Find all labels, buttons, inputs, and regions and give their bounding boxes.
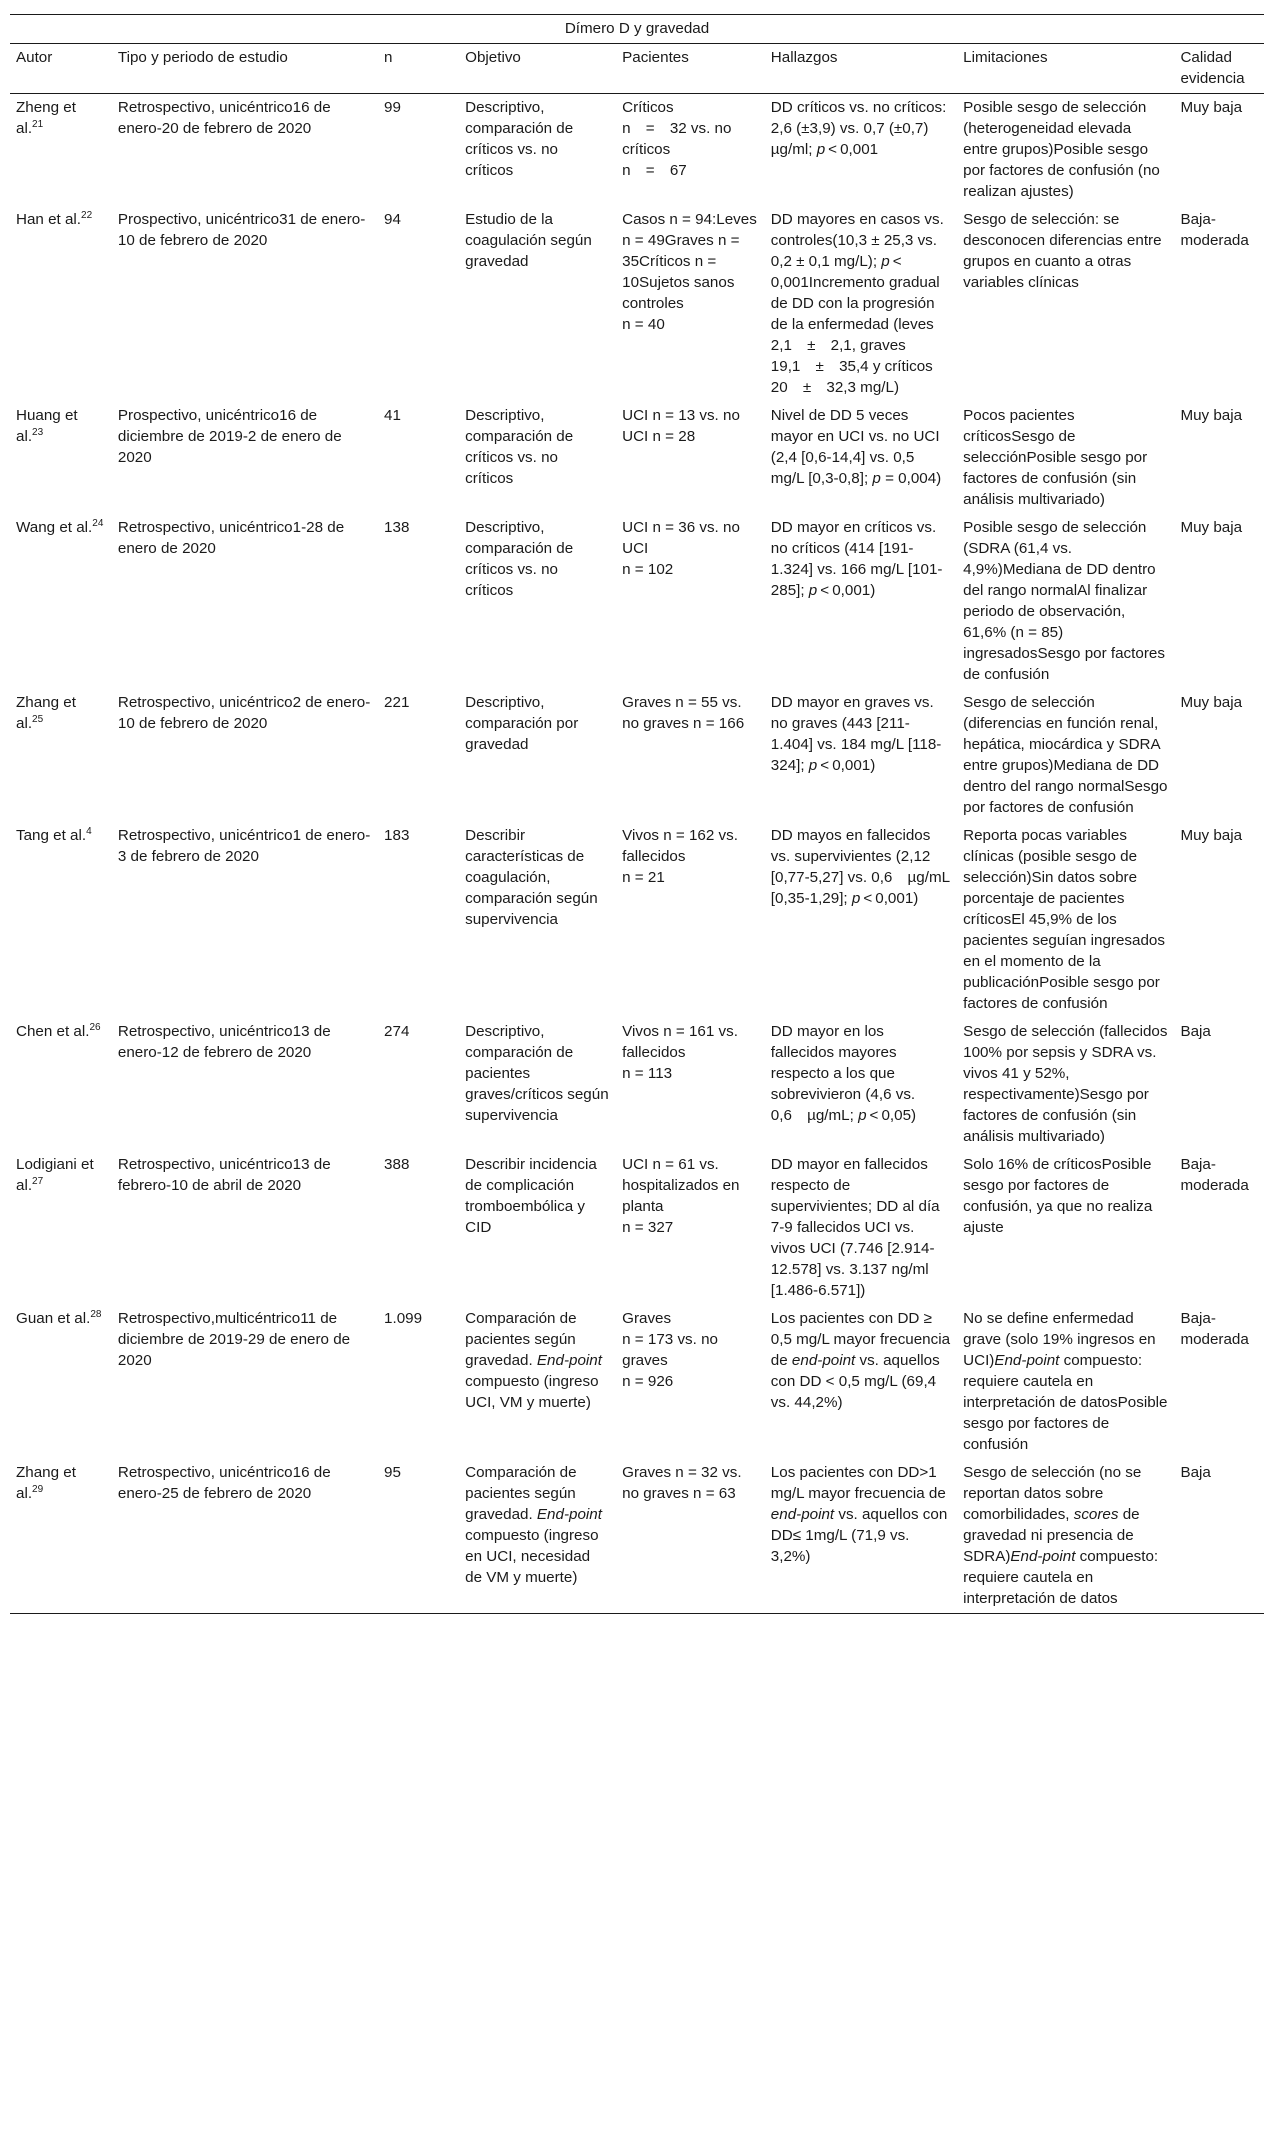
cell-hallazgos: DD críticos vs. no críticos: 2,6 (±3,9) vs. 0,7 (±0,7) µg/ml; p < 0,001 bbox=[770, 99, 947, 158]
cell-autor: Wang et al.$^{24}$ bbox=[16, 517, 104, 536]
col-autor-header: Autor bbox=[10, 44, 112, 94]
cell-line: UCI n = 13 vs. no UCI n = 28 bbox=[622, 407, 740, 445]
cell-objetivo: Estudio de la coagulación según gravedad bbox=[465, 211, 592, 270]
cell-calidad: Baja bbox=[1174, 1459, 1264, 1614]
reference-number: 26 bbox=[89, 1021, 101, 1033]
cell-n: 41 bbox=[384, 407, 401, 424]
cell-line: n = 173 vs. no graves bbox=[622, 1331, 718, 1369]
cell-line: UCI n = 61 vs. hospitalizados en planta bbox=[622, 1156, 740, 1215]
col-hallazgos-header: Hallazgos bbox=[765, 44, 957, 94]
cell-tipo: Retrospectivo, unicéntrico16 de enero-25 de febrero de 2020 bbox=[112, 1459, 378, 1614]
cell-limitaciones: Sesgo de selección (fallecidos 100% por sepsis y SDRA vs. vivos 41 y 52%, respectivamente)Sesgo por factores de confusión (sin análisis multivariado) bbox=[963, 1023, 1168, 1145]
cell-line: Graves n = 32 vs. no graves n = 63 bbox=[622, 1464, 742, 1502]
cell-objetivo: Descriptivo, comparación de pacientes graves/críticos según supervivencia bbox=[465, 1023, 609, 1124]
reference-number: 29 bbox=[32, 1483, 44, 1495]
table-row bbox=[10, 1305, 1264, 1459]
col-pacientes-header: Pacientes bbox=[616, 44, 765, 94]
cell-line: n = 327 bbox=[622, 1219, 674, 1236]
cell-line: n = 21 bbox=[622, 869, 665, 886]
cell-objetivo: Describir características de coagulación, comparación según supervivencia bbox=[465, 827, 598, 928]
cell-line: n = 113 bbox=[622, 1065, 673, 1082]
cell-hallazgos: Los pacientes con DD ≥ 0,5 mg/L mayor frecuencia de end-point vs. aquellos con DD < 0,5 mg/L (69,4 vs. 44,2%) bbox=[770, 1310, 951, 1411]
cell-hallazgos: Nivel de DD 5 veces mayor en UCI vs. no UCI (2,4 [0,6-14,4] vs. 0,5 mg/L [0,3-0,8]; p = 0,004) bbox=[770, 407, 942, 487]
cell-pacientes bbox=[616, 1151, 765, 1305]
cell-pacientes bbox=[616, 1018, 765, 1151]
cell-hallazgos: DD mayos en fallecidos vs. supervivientes (2,12 [0,77-5,27] vs. 0,6 µg/mL [0,35-1,29]; p < 0,001) bbox=[770, 827, 950, 907]
col-n-header: n bbox=[378, 44, 459, 94]
reference-number: 22 bbox=[81, 209, 93, 221]
cell-tipo: Prospectivo, unicéntrico16 de diciembre de 2019-2 de enero de 2020 bbox=[117, 407, 342, 466]
cell-limitaciones: Sesgo de selección (no se reportan datos sobre comorbilidades, scores de gravedad ni presencia de SDRA)End-point compuesto: requiere cautela en interpretación de datos bbox=[957, 1459, 1174, 1614]
cell-line: UCI n = 36 vs. no UCI bbox=[622, 519, 740, 557]
cell-n: 183 bbox=[384, 827, 410, 844]
cell-objetivo: Comparación de pacientes según gravedad. End-point compuesto (ingreso UCI, VM y muerte) bbox=[465, 1310, 602, 1411]
cell-autor: Zheng et al.$^{21}$ bbox=[16, 99, 76, 137]
table-row bbox=[10, 689, 1264, 822]
cell-calidad: Baja-moderada bbox=[1180, 211, 1249, 249]
cell-objetivo: Descriptivo, comparación de críticos vs. no críticos bbox=[465, 519, 574, 599]
cell-hallazgos: DD mayores en casos vs. controles(10,3 ± 25,3 vs. 0,2 ± 0,1 mg/L); p < 0,001Incremento gradual de DD con la progresión de la enfermedad (leves 2,1 ± 2,1, graves 19,1 ± 35,4 y críticos 20 ± 32,3 mg/L) bbox=[770, 211, 944, 396]
reference-number: 28 bbox=[90, 1308, 102, 1320]
cell-tipo: Retrospectivo, unicéntrico13 de enero-12 de febrero de 2020 bbox=[117, 1023, 331, 1061]
cell-pacientes bbox=[616, 689, 765, 822]
dimero-d-table bbox=[10, 14, 1264, 1614]
cell-tipo: Prospectivo, unicéntrico31 de enero-10 de febrero de 2020 bbox=[117, 211, 366, 249]
cell-tipo: Retrospectivo,multicéntrico11 de diciembre de 2019-29 de enero de 2020 bbox=[117, 1310, 351, 1369]
cell-tipo: Retrospectivo, unicéntrico16 de enero-20 de febrero de 2020 bbox=[117, 99, 331, 137]
col-tipo-header: Tipo y periodo de estudio bbox=[112, 44, 378, 94]
cell-hallazgos: Los pacientes con DD>1 mg/L mayor frecuencia de end-point vs. aquellos con DD≤ 1mg/L (71,9 vs. 3,2%) bbox=[765, 1459, 957, 1614]
cell-line: n = 40 bbox=[622, 316, 665, 333]
cell-n: 388 bbox=[384, 1156, 410, 1173]
cell-hallazgos: DD mayor en fallecidos respecto de supervivientes; DD al día 7-9 fallecidos UCI vs. vivos UCI (7.746 [2.914-12.578] vs. 3.137 ng/ml [1.486-6.571]) bbox=[770, 1156, 940, 1299]
cell-line: Casos n = 94:Leves n = 49Graves n = 35Críticos n = 10Sujetos sanos controles bbox=[622, 211, 757, 312]
cell-calidad: Muy baja bbox=[1180, 99, 1243, 116]
cell-calidad: Muy baja bbox=[1180, 519, 1243, 536]
cell-pacientes bbox=[616, 514, 765, 689]
cell-limitaciones: Posible sesgo de selección (heterogeneidad elevada entre grupos)Posible sesgo por factores de confusión (no realizan ajustes) bbox=[963, 99, 1160, 200]
cell-line: Vivos n = 162 vs. fallecidos bbox=[622, 827, 738, 865]
cell-tipo: Retrospectivo, unicéntrico1 de enero-3 de febrero de 2020 bbox=[117, 827, 371, 865]
reference-number: 4 bbox=[86, 825, 92, 837]
cell-line: n = 67 bbox=[622, 162, 687, 179]
col-calidad-header: Calidad evidencia bbox=[1174, 44, 1264, 94]
cell-pacientes bbox=[616, 94, 765, 207]
reference-number: 27 bbox=[32, 1175, 44, 1187]
cell-n: 99 bbox=[384, 99, 401, 116]
cell-hallazgos: DD mayor en los fallecidos mayores respecto a los que sobrevivieron (4,6 vs. 0,6 µg/mL; p < 0,05) bbox=[770, 1023, 917, 1124]
cell-tipo: Retrospectivo, unicéntrico2 de enero-10 de febrero de 2020 bbox=[117, 694, 371, 732]
cell-n: 274 bbox=[384, 1023, 410, 1040]
cell-calidad: Baja-moderada bbox=[1180, 1310, 1249, 1348]
cell-autor: Huang et al.$^{23}$ bbox=[16, 407, 78, 445]
cell-n: 1.099 bbox=[384, 1310, 423, 1327]
cell-line: Vivos n = 161 vs. fallecidos bbox=[622, 1023, 738, 1061]
table-row bbox=[10, 94, 1264, 207]
reference-number: 21 bbox=[32, 118, 44, 130]
cell-calidad: Baja bbox=[1180, 1023, 1211, 1040]
cell-line: Críticos bbox=[622, 99, 674, 116]
cell-limitaciones: No se define enfermedad grave (solo 19% ingresos en UCI)End-point compuesto: requiere cautela en interpretación de datosPosible sesgo por factores de confusión bbox=[963, 1310, 1168, 1453]
reference-number: 23 bbox=[32, 426, 44, 438]
cell-autor: Chen et al.$^{26}$ bbox=[16, 1021, 101, 1040]
evidence-table-container bbox=[10, 14, 1264, 1614]
cell-pacientes bbox=[616, 1459, 765, 1614]
cell-objetivo: Descriptivo, comparación de críticos vs. no críticos bbox=[465, 407, 574, 487]
cell-tipo: Retrospectivo, unicéntrico1-28 de enero de 2020 bbox=[117, 519, 345, 557]
cell-limitaciones: Sesgo de selección (diferencias en función renal, hepática, miocárdica y SDRA entre grupos)Mediana de DD dentro del rango normalSesgo por factores de confusión bbox=[963, 694, 1168, 816]
cell-n: 94 bbox=[384, 211, 401, 228]
cell-pacientes bbox=[616, 402, 765, 514]
cell-line: n = 32 vs. no críticos bbox=[622, 120, 732, 158]
cell-autor: Zhang et al.$^{29}$ bbox=[10, 1459, 112, 1614]
col-objetivo-header: Objetivo bbox=[459, 44, 616, 94]
table-row bbox=[10, 206, 1264, 402]
table-body bbox=[10, 94, 1264, 1614]
cell-calidad: Baja-moderada bbox=[1180, 1156, 1249, 1194]
table-row bbox=[10, 1151, 1264, 1305]
cell-objetivo: Describir incidencia de complicación tromboembólica y CID bbox=[465, 1156, 597, 1236]
table-caption: Dímero D y gravedad bbox=[10, 15, 1264, 44]
cell-hallazgos: DD mayor en críticos vs. no críticos (414 [191-1.324] vs. 166 mg/L [101-285]; p < 0,001) bbox=[770, 519, 943, 599]
table-row bbox=[10, 402, 1264, 514]
cell-calidad: Muy baja bbox=[1180, 407, 1243, 424]
cell-autor: Lodigiani et al.$^{27}$ bbox=[16, 1156, 94, 1194]
cell-n: 221 bbox=[384, 694, 410, 711]
cell-objetivo: Descriptivo, comparación de críticos vs. no críticos bbox=[465, 99, 574, 179]
table-row bbox=[10, 822, 1264, 1018]
table-row bbox=[10, 1018, 1264, 1151]
col-limitaciones-header: Limitaciones bbox=[957, 44, 1174, 94]
reference-number: 24 bbox=[92, 517, 104, 529]
cell-pacientes bbox=[616, 822, 765, 1018]
cell-line: n = 102 bbox=[622, 561, 674, 578]
cell-autor: Tang et al.$^4$ bbox=[16, 825, 92, 844]
cell-pacientes bbox=[616, 1305, 765, 1459]
table-row bbox=[10, 514, 1264, 689]
cell-objetivo: Comparación de pacientes según gravedad. End-point compuesto (ingreso en UCI, necesidad de VM y muerte) bbox=[459, 1459, 616, 1614]
reference-number: 25 bbox=[32, 713, 44, 725]
cell-autor: Han et al.$^{22}$ bbox=[16, 209, 93, 228]
cell-autor: Guan et al.$^{28}$ bbox=[16, 1308, 102, 1327]
cell-pacientes bbox=[616, 206, 765, 402]
cell-n: 138 bbox=[384, 519, 410, 536]
cell-calidad: Muy baja bbox=[1180, 827, 1243, 844]
cell-line: Graves n = 55 vs. no graves n = 166 bbox=[622, 694, 745, 732]
cell-autor: Zhang et al.$^{25}$ bbox=[16, 694, 76, 732]
cell-objetivo: Descriptivo, comparación por gravedad bbox=[465, 694, 579, 753]
cell-limitaciones: Pocos pacientes críticosSesgo de selecciónPosible sesgo por factores de confusión (sin análisis multivariado) bbox=[963, 407, 1148, 508]
cell-line: n = 926 bbox=[622, 1373, 674, 1390]
cell-n: 95 bbox=[378, 1459, 459, 1614]
cell-limitaciones: Sesgo de selección: se desconocen diferencias entre grupos en cuanto a otras variables clínicas bbox=[963, 211, 1162, 291]
cell-tipo: Retrospectivo, unicéntrico13 de febrero-10 de abril de 2020 bbox=[117, 1156, 331, 1194]
cell-calidad: Muy baja bbox=[1180, 694, 1243, 711]
cell-hallazgos: DD mayor en graves vs. no graves (443 [211-1.404] vs. 184 mg/L [118-324]; p < 0,001) bbox=[770, 694, 942, 774]
table-row bbox=[10, 1459, 1264, 1614]
cell-limitaciones: Reporta pocas variables clínicas (posible sesgo de selección)Sin datos sobre porcentaje de pacientes críticosEl 45,9% de los pacientes seguían ingresados en el momento de la publicaciónPosible sesgo por factores de confusión bbox=[963, 827, 1165, 1012]
cell-limitaciones: Posible sesgo de selección (SDRA (61,4 vs. 4,9%)Mediana de DD dentro del rango normalAl finalizar periodo de observación, 61,6% (n = 85) ingresadosSesgo por factores de confusión bbox=[963, 519, 1165, 683]
cell-limitaciones: Solo 16% de críticosPosible sesgo por factores de confusión, ya que no realiza ajuste bbox=[963, 1156, 1153, 1236]
table-header-row bbox=[10, 44, 1264, 94]
cell-line: Graves bbox=[622, 1310, 672, 1327]
